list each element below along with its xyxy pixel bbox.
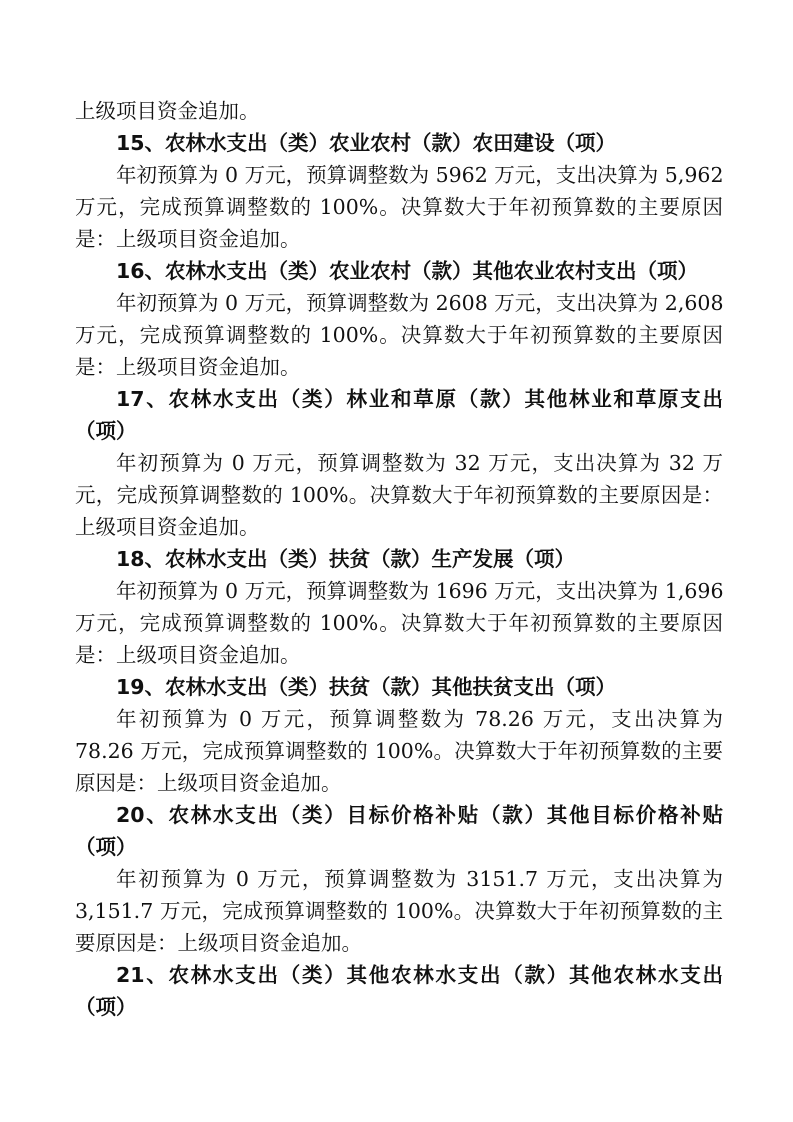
section-heading: 16、农林水支出（类）农业农村（款）其他农业农村支出（项） [116,259,699,283]
paragraph-line: 年初预算为 0 万元，预算调整数为 3151.7 万元，支出决算为 [116,867,723,891]
section-heading: 17、农林水支出（类）林业和草原（款）其他林业和草原支出 [116,387,723,411]
paragraph-line: 年初预算为 0 万元，预算调整数为 78.26 万元，支出决算为 [116,707,723,731]
paragraph-line: 年初预算为 0 万元，预算调整数为 5962 万元，支出决算为 5,962 [116,163,723,187]
paragraph-line: 要原因是：上级项目资金追加。 [75,931,362,955]
paragraph-line: 年初预算为 0 万元，预算调整数为 32 万元，支出决算为 32 万 [116,451,723,475]
paragraph-line: 上级项目资金追加。 [75,99,260,123]
section-heading: 21、农林水支出（类）其他农林水支出（款）其他农林水支出 [116,963,723,987]
paragraph-line: 万元，完成预算调整数的 100%。决算数大于年初预算数的主要原因 [75,323,723,347]
paragraph-line: 年初预算为 0 万元，预算调整数为 2608 万元，支出决算为 2,608 [116,291,723,315]
document-page [75,95,723,1023]
paragraph-line: 万元，完成预算调整数的 100%。决算数大于年初预算数的主要原因 [75,611,723,635]
paragraph-line: 原因是：上级项目资金追加。 [75,771,342,795]
paragraph-line: 是：上级项目资金追加。 [75,355,301,379]
paragraph-line: 上级项目资金追加。 [75,515,260,539]
paragraph-line: 3,151.7 万元，完成预算调整数的 100%。决算数大于年初预算数的主 [75,899,723,923]
paragraph-line: 78.26 万元，完成预算调整数的 100%。决算数大于年初预算数的主要 [75,739,723,763]
paragraph-line: 是：上级项目资金追加。 [75,227,301,251]
section-heading: （项） [75,995,137,1019]
paragraph-line: 是：上级项目资金追加。 [75,643,301,667]
paragraph-line: 元，完成预算调整数的 100%。决算数大于年初预算数的主要原因是： [75,483,723,507]
section-heading: 19、农林水支出（类）扶贫（款）其他扶贫支出（项） [116,675,617,699]
document-body [75,95,723,1023]
section-heading: 15、农林水支出（类）农业农村（款）农田建设（项） [116,131,617,155]
section-heading: （项） [75,835,137,859]
paragraph-line: 年初预算为 0 万元，预算调整数为 1696 万元，支出决算为 1,696 [116,579,723,603]
section-heading: 18、农林水支出（类）扶贫（款）生产发展（项） [116,547,576,571]
paragraph-line: 万元，完成预算调整数的 100%。决算数大于年初预算数的主要原因 [75,195,723,219]
section-heading: 20、农林水支出（类）目标价格补贴（款）其他目标价格补贴 [116,803,723,827]
section-heading: （项） [75,419,137,443]
